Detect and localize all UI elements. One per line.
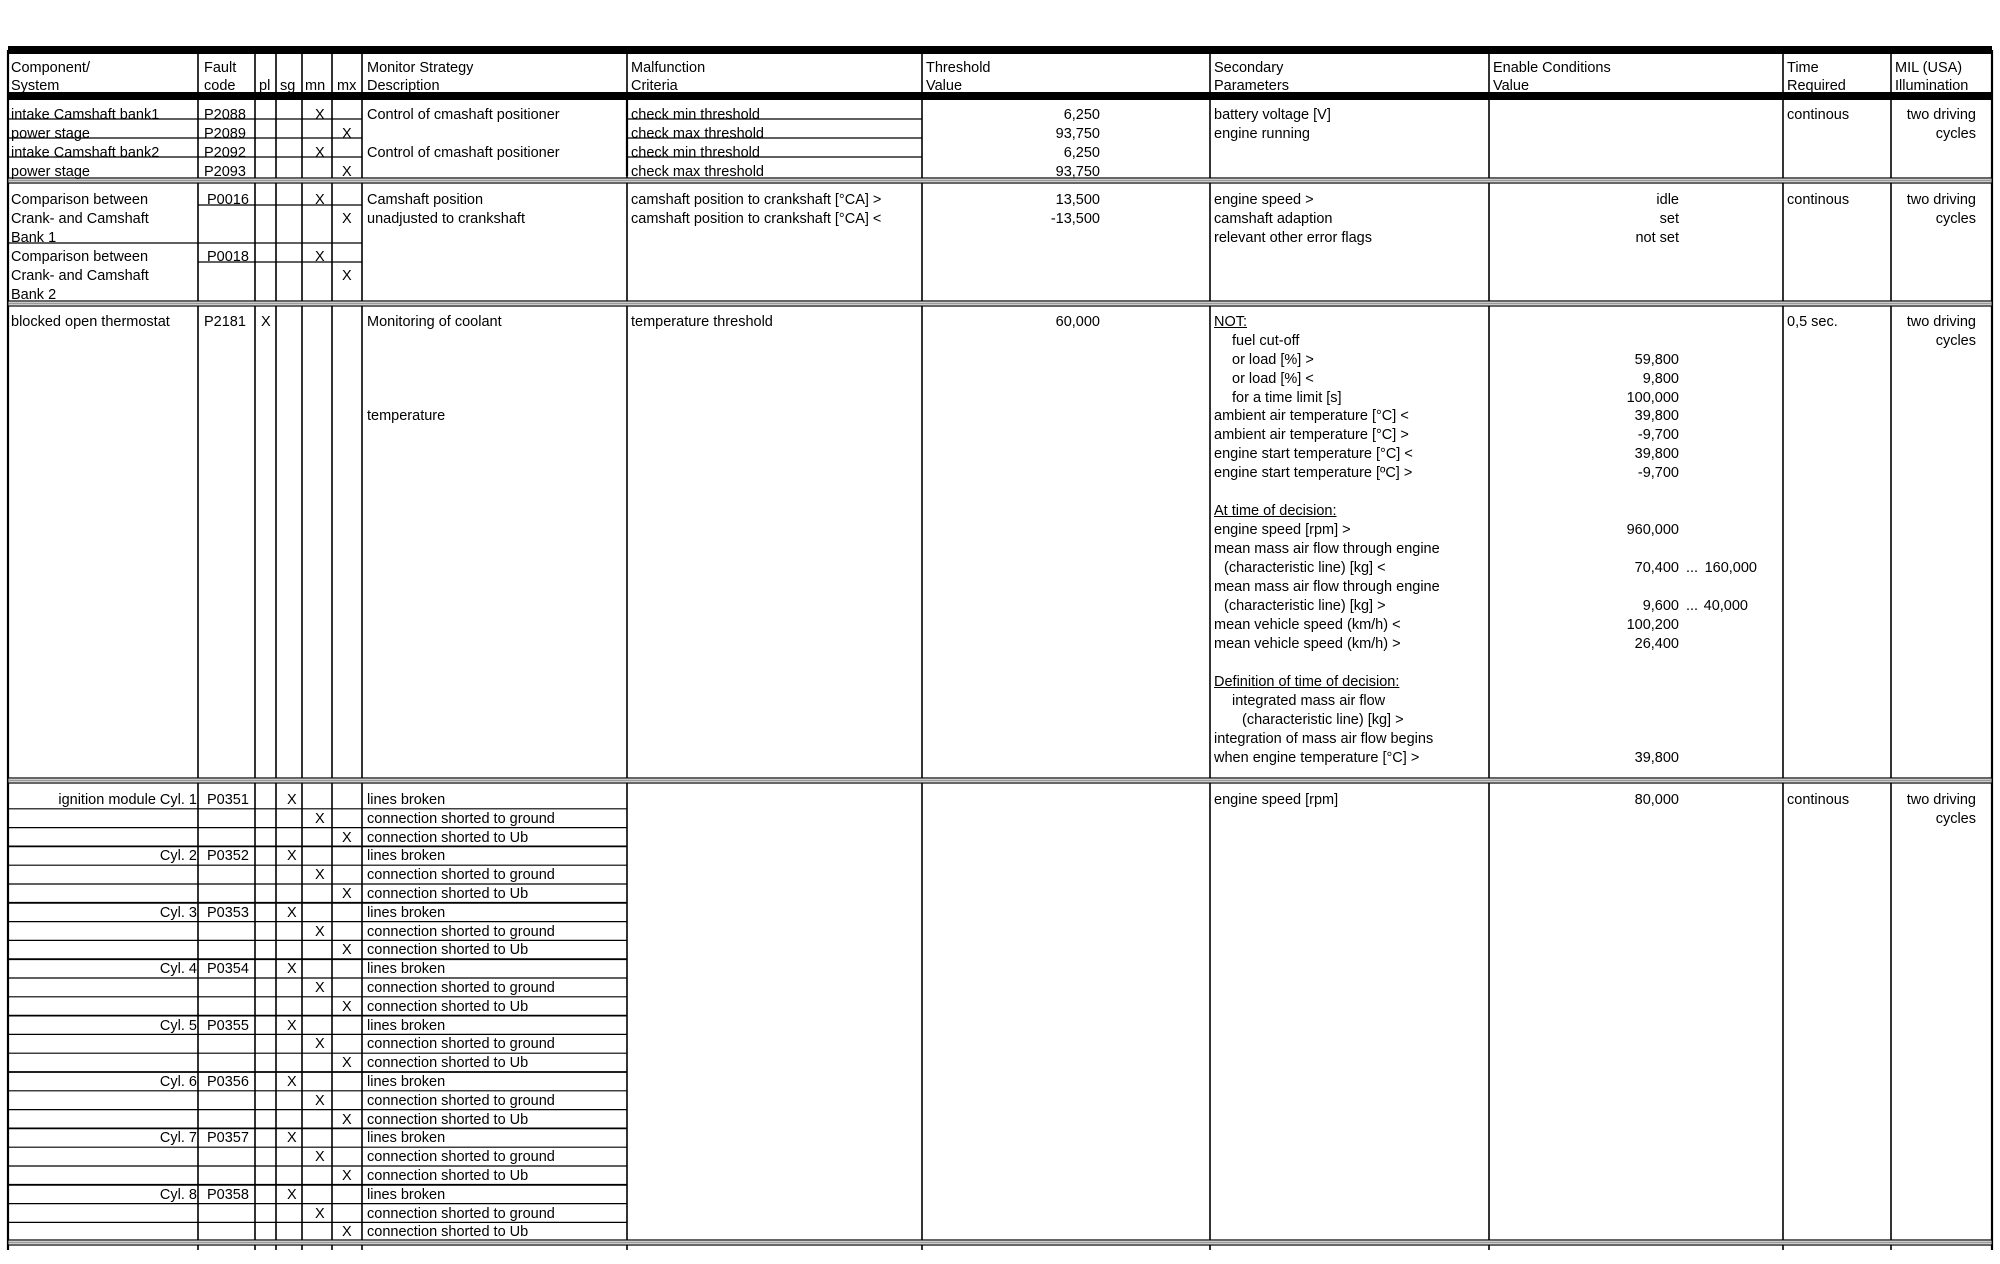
header-secondary-2: Parameters xyxy=(1214,78,1289,94)
malfunction-description: lines broken xyxy=(367,1187,446,1203)
secondary-parameter: engine running xyxy=(1214,126,1310,142)
header-malfunction-2: Criteria xyxy=(631,78,678,94)
enable-value: -9,700 xyxy=(1637,427,1679,443)
mn-mark: X xyxy=(315,249,325,265)
mil-illumination-2: cycles xyxy=(1935,333,1976,349)
malfunction-description: lines broken xyxy=(367,905,446,921)
fault-code: P0355 xyxy=(207,1018,249,1034)
definition-label: Definition of time of decision: xyxy=(1214,674,1400,690)
mn-mark: X xyxy=(315,192,325,208)
fault-code: P0351 xyxy=(207,792,249,808)
section-divider-shade xyxy=(9,303,1991,305)
mx-mark: X xyxy=(342,1224,352,1240)
malfunction-description: connection shorted to Ub xyxy=(367,1055,529,1071)
secondary-parameter: engine start temperature [ºC] > xyxy=(1214,465,1413,481)
secondary-parameter: integration of mass air flow begins xyxy=(1214,731,1434,747)
malfunction-description: connection shorted to Ub xyxy=(367,942,529,958)
secondary-parameter: engine speed [rpm] xyxy=(1214,792,1339,808)
enable-value: 39,800 xyxy=(1634,408,1679,424)
enable-value: 70,400 xyxy=(1634,560,1679,576)
malfunction-description: connection shorted to ground xyxy=(367,1206,555,1222)
malfunction-description: connection shorted to ground xyxy=(367,867,555,883)
section-divider-shade xyxy=(9,780,1991,782)
enable-value: 26,400 xyxy=(1634,636,1679,652)
component: intake Camshaft bank1 xyxy=(11,107,160,123)
mil-illumination-2: cycles xyxy=(1935,211,1976,227)
ignition-module-label: Cyl. 3 xyxy=(159,905,197,921)
fault-code: P0357 xyxy=(207,1130,249,1146)
fault-code: P2088 xyxy=(204,107,246,123)
fault-code: P0358 xyxy=(207,1187,249,1203)
header-fault-2: code xyxy=(204,78,236,94)
fault-code: P0354 xyxy=(207,961,249,977)
header-time: Time xyxy=(1787,60,1819,76)
monitor-description: Control of cmashaft positioner xyxy=(367,107,560,123)
secondary-parameter: mean mass air flow through engine xyxy=(1214,579,1440,595)
header-mil-2: Illumination xyxy=(1895,78,1969,94)
enable-value: 960,000 xyxy=(1626,522,1679,538)
not-label: NOT: xyxy=(1214,314,1248,330)
fault-code: P2092 xyxy=(204,145,246,161)
enable-value: -9,700 xyxy=(1637,465,1679,481)
fault-code-bank2: P0018 xyxy=(207,249,249,265)
secondary-parameter: or load [%] > xyxy=(1232,352,1314,368)
enable-value: 59,800 xyxy=(1634,352,1679,368)
mil-illumination-2: cycles xyxy=(1935,126,1976,142)
sg-mark: X xyxy=(287,1074,297,1090)
secondary-parameter: mean mass air flow through engine xyxy=(1214,541,1440,557)
component-bank2: Comparison between xyxy=(11,249,149,265)
malfunction-description: lines broken xyxy=(367,1074,446,1090)
time-required: continous xyxy=(1787,107,1850,123)
mn-mark: X xyxy=(315,924,325,940)
mx-mark: X xyxy=(342,1112,352,1128)
mx-mark: X xyxy=(342,126,352,142)
mn-mark: X xyxy=(315,867,325,883)
monitor-description-2: unadjusted to crankshaft xyxy=(367,211,525,227)
mn-mark: X xyxy=(315,1149,325,1165)
enable-value: 160,000 xyxy=(1704,560,1757,576)
mn-mark: X xyxy=(315,145,325,161)
header-enable-2: Value xyxy=(1493,78,1530,94)
monitor-description: Monitoring of coolant xyxy=(367,314,502,330)
threshold-value: 60,000 xyxy=(1055,314,1100,330)
header-monitor-2: Description xyxy=(367,78,440,94)
malfunction-description: connection shorted to ground xyxy=(367,811,555,827)
secondary-parameter: engine speed > xyxy=(1214,192,1314,208)
component-bank1-3: Bank 1 xyxy=(11,230,57,246)
header-sg: sg xyxy=(280,78,296,94)
sg-mark: X xyxy=(287,848,297,864)
ignition-module-label: Cyl. 6 xyxy=(159,1074,197,1090)
enable-value: set xyxy=(1659,211,1679,227)
malfunction-description: lines broken xyxy=(367,792,446,808)
secondary-parameter: (characteristic line) [kg] > xyxy=(1242,712,1404,728)
component-bank1-2: Crank- and Camshaft xyxy=(11,211,149,227)
mx-mark: X xyxy=(342,942,352,958)
mn-mark: X xyxy=(315,1036,325,1052)
time-required: continous xyxy=(1787,792,1850,808)
header-fault: Fault xyxy=(204,60,237,76)
header-mil: MIL (USA) xyxy=(1895,60,1963,76)
component-bank1: Comparison between xyxy=(11,192,149,208)
secondary-parameter: fuel cut-off xyxy=(1232,333,1300,349)
threshold-value: 13,500 xyxy=(1055,192,1100,208)
fault-code: P0356 xyxy=(207,1074,249,1090)
ignition-module-label: Cyl. 2 xyxy=(159,848,197,864)
enable-value: idle xyxy=(1656,192,1679,208)
malfunction-description: connection shorted to ground xyxy=(367,1093,555,1109)
malfunction-description: connection shorted to Ub xyxy=(367,1112,529,1128)
header-pl: pl xyxy=(259,78,271,94)
mx-mark: X xyxy=(342,886,352,902)
monitor-description-2: temperature xyxy=(367,408,446,424)
mx-mark: X xyxy=(342,164,352,180)
time-required: continous xyxy=(1787,192,1850,208)
mn-mark: X xyxy=(315,811,325,827)
malfunction-criteria: check min threshold xyxy=(631,145,760,161)
header-monitor: Monitor Strategy xyxy=(367,60,474,76)
mn-mark: X xyxy=(315,1093,325,1109)
fault-code: P0352 xyxy=(207,848,249,864)
range-dots: ... xyxy=(1686,598,1699,614)
enable-value: 39,800 xyxy=(1634,750,1679,766)
header-malfunction: Malfunction xyxy=(631,60,706,76)
fault-code: P2181 xyxy=(204,314,246,330)
component: intake Camshaft bank2 xyxy=(11,145,160,161)
ignition-module-label: ignition module Cyl. 1 xyxy=(58,792,197,808)
component-bank2-3: Bank 2 xyxy=(11,287,57,303)
section-divider-shade xyxy=(9,1242,1991,1244)
monitor-description: Camshaft position xyxy=(367,192,484,208)
secondary-parameter: ambient air temperature [°C] > xyxy=(1214,427,1409,443)
mx-mark: X xyxy=(342,268,352,284)
enable-value: 39,800 xyxy=(1634,446,1679,462)
secondary-parameter: integrated mass air flow xyxy=(1232,693,1386,709)
malfunction-description: connection shorted to Ub xyxy=(367,830,529,846)
secondary-parameter: camshaft adaption xyxy=(1214,211,1333,227)
ignition-module-label: Cyl. 7 xyxy=(159,1130,197,1146)
malfunction-criteria: check max threshold xyxy=(631,164,764,180)
secondary-parameter: for a time limit [s] xyxy=(1232,390,1342,406)
header-enable: Enable Conditions xyxy=(1493,60,1611,76)
secondary-parameter: or load [%] < xyxy=(1232,371,1314,387)
malfunction-description: connection shorted to ground xyxy=(367,1149,555,1165)
component-bank2-2: Crank- and Camshaft xyxy=(11,268,149,284)
enable-value: not set xyxy=(1635,230,1679,246)
enable-value: 9,600 xyxy=(1642,598,1679,614)
header-component-2: System xyxy=(11,78,60,94)
malfunction-criteria: camshaft position to crankshaft [°CA] > xyxy=(631,192,882,208)
header-threshold: Threshold xyxy=(926,60,991,76)
component: blocked open thermostat xyxy=(11,314,170,330)
threshold-value: 6,250 xyxy=(1063,145,1100,161)
malfunction-description: lines broken xyxy=(367,1018,446,1034)
header-mx: mx xyxy=(337,78,357,94)
mx-mark: X xyxy=(342,999,352,1015)
time-required: 0,5 sec. xyxy=(1787,314,1838,330)
mx-mark: X xyxy=(342,1168,352,1184)
malfunction-description: connection shorted to ground xyxy=(367,980,555,996)
header-time-2: Required xyxy=(1787,78,1846,94)
secondary-parameter: ambient air temperature [°C] < xyxy=(1214,408,1409,424)
secondary-parameter: battery voltage [V] xyxy=(1214,107,1331,123)
sg-mark: X xyxy=(287,1187,297,1203)
header-mn: mn xyxy=(305,78,326,94)
mx-mark: X xyxy=(342,211,352,227)
secondary-parameter: relevant other error flags xyxy=(1214,230,1372,246)
threshold-value: 6,250 xyxy=(1063,107,1100,123)
sg-mark: X xyxy=(287,961,297,977)
malfunction-description: connection shorted to Ub xyxy=(367,1168,529,1184)
malfunction-description: connection shorted to Ub xyxy=(367,1224,529,1240)
monitor-description: Control of cmashaft positioner xyxy=(367,145,560,161)
secondary-parameter: when engine temperature [°C] > xyxy=(1214,750,1420,766)
mil-illumination: two driving xyxy=(1906,107,1976,123)
mx-mark: X xyxy=(342,830,352,846)
secondary-parameter: (characteristic line) [kg] < xyxy=(1224,560,1386,576)
header-component: Component/ xyxy=(11,60,90,76)
mil-illumination: two driving xyxy=(1906,314,1976,330)
malfunction-description: lines broken xyxy=(367,1130,446,1146)
threshold-value: -13,500 xyxy=(1050,211,1100,227)
enable-value: 80,000 xyxy=(1634,792,1679,808)
section-divider-shade xyxy=(9,180,1991,182)
malfunction-description: connection shorted to Ub xyxy=(367,999,529,1015)
component: power stage xyxy=(11,164,90,180)
mn-mark: X xyxy=(315,1206,325,1222)
ignition-module-label: Cyl. 4 xyxy=(159,961,197,977)
malfunction-description: lines broken xyxy=(367,961,446,977)
secondary-parameter: (characteristic line) [kg] > xyxy=(1224,598,1386,614)
mn-mark: X xyxy=(315,980,325,996)
enable-value: 100,000 xyxy=(1626,390,1679,406)
mn-mark: X xyxy=(315,107,325,123)
sg-mark: X xyxy=(287,905,297,921)
secondary-parameter: engine start temperature [°C] < xyxy=(1214,446,1413,462)
malfunction-description: lines broken xyxy=(367,848,446,864)
fault-code: P2093 xyxy=(204,164,246,180)
secondary-parameter: mean vehicle speed (km/h) < xyxy=(1214,617,1401,633)
mx-mark: X xyxy=(342,1055,352,1071)
mil-illumination-2: cycles xyxy=(1935,811,1976,827)
at-time-of-decision-label: At time of decision: xyxy=(1214,503,1337,519)
malfunction-criteria: temperature threshold xyxy=(631,314,773,330)
malfunction-description: connection shorted to Ub xyxy=(367,886,529,902)
fault-code-bank1: P0016 xyxy=(207,192,249,208)
ignition-module-label: Cyl. 8 xyxy=(159,1187,197,1203)
secondary-parameter: engine speed [rpm] > xyxy=(1214,522,1351,538)
secondary-parameter: mean vehicle speed (km/h) > xyxy=(1214,636,1401,652)
sg-mark: X xyxy=(287,1018,297,1034)
pl-mark: X xyxy=(261,314,271,330)
fault-code: P0353 xyxy=(207,905,249,921)
malfunction-description: connection shorted to ground xyxy=(367,924,555,940)
enable-value: 100,200 xyxy=(1626,617,1679,633)
sg-mark: X xyxy=(287,792,297,808)
header-secondary: Secondary xyxy=(1214,60,1284,76)
fault-code: P2089 xyxy=(204,126,246,142)
range-dots: ... xyxy=(1686,560,1699,576)
threshold-value: 93,750 xyxy=(1055,164,1100,180)
mil-illumination: two driving xyxy=(1906,192,1976,208)
malfunction-criteria: camshaft position to crankshaft [°CA] < xyxy=(631,211,882,227)
malfunction-description: connection shorted to ground xyxy=(367,1036,555,1052)
header-threshold-2: Value xyxy=(926,78,963,94)
enable-value: 9,800 xyxy=(1642,371,1679,387)
malfunction-criteria: check max threshold xyxy=(631,126,764,142)
component: power stage xyxy=(11,126,90,142)
threshold-value: 93,750 xyxy=(1055,126,1100,142)
sg-mark: X xyxy=(287,1130,297,1146)
malfunction-criteria: check min threshold xyxy=(631,107,760,123)
mil-illumination: two driving xyxy=(1906,792,1976,808)
enable-value: 40,000 xyxy=(1703,598,1748,614)
ignition-module-label: Cyl. 5 xyxy=(159,1018,197,1034)
